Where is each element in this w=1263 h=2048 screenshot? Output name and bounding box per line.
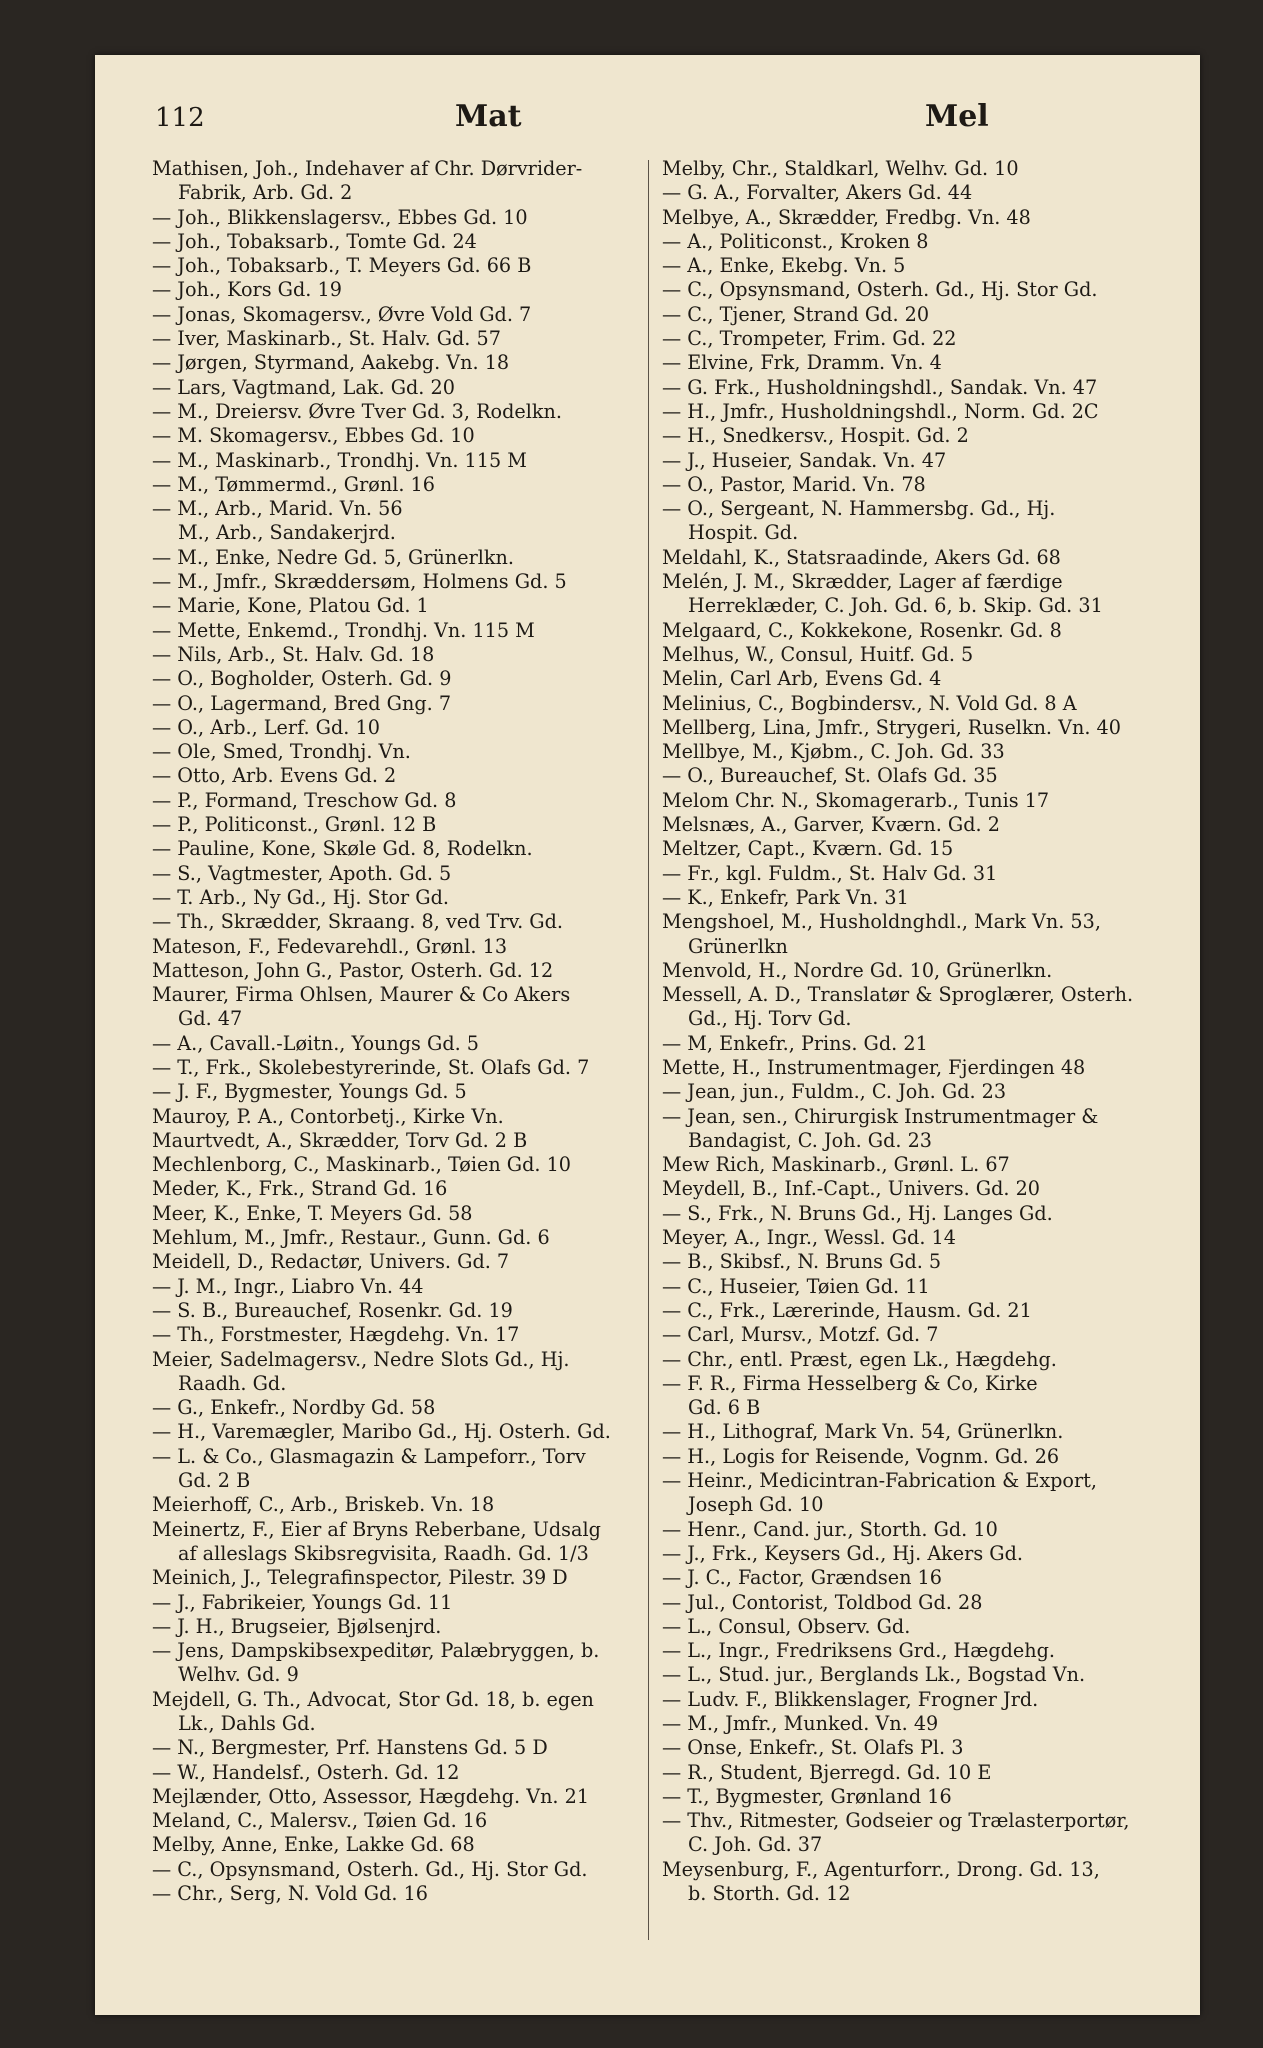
directory-line: — M., Arb., Marid. Vn. 56 bbox=[152, 497, 403, 521]
directory-line: — Marie, Kone, Platou Gd. 1 bbox=[152, 594, 429, 618]
directory-line: — O., Lagermand, Bred Gng. 7 bbox=[152, 691, 452, 715]
page-number: 112 bbox=[155, 103, 205, 133]
directory-line: Mathisen, Joh., Indehaver af Chr. Dørvrider- bbox=[152, 157, 583, 180]
directory-line: — Ole, Smed, Trondhj. Vn. bbox=[152, 740, 411, 764]
directory-line: — A., Enke, Ekebg. Vn. 5 bbox=[662, 254, 906, 278]
directory-line: — Joh., Tobaksarb., Tomte Gd. 24 bbox=[152, 229, 477, 253]
directory-line: Mejdell, G. Th., Advocat, Stor Gd. 18, b. egen bbox=[152, 1687, 594, 1711]
directory-line: Hospit. Gd. bbox=[688, 521, 799, 545]
directory-line: Meltzer, Capt., Kværn. Gd. 15 bbox=[662, 837, 954, 861]
directory-line: Gd., Hj. Torv Gd. bbox=[688, 1007, 852, 1031]
directory-line: — J., Frk., Keysers Gd., Hj. Akers Gd. bbox=[662, 1541, 1023, 1565]
directory-line: Mette, H., Instrumentmager, Fjerdingen 48 bbox=[662, 1055, 1086, 1079]
column-divider bbox=[648, 160, 649, 1940]
directory-line: Melinius, C., Bogbindersv., N. Vold Gd. 8 A bbox=[662, 691, 1077, 715]
directory-line: — H., Varemægler, Maribo Gd., Hj. Osterh. Gd. bbox=[152, 1420, 611, 1444]
directory-line: — H., Jmfr., Husholdningshdl., Norm. Gd. 2C bbox=[662, 399, 1099, 423]
directory-line: Mejlænder, Otto, Assessor, Hægdehg. Vn. 21 bbox=[152, 1784, 590, 1808]
directory-line: Maurer, Firma Ohlsen, Maurer & Co Akers bbox=[152, 983, 571, 1007]
directory-line: Mateson, F., Fedevarehdl., Grønl. 13 bbox=[152, 934, 508, 958]
directory-line: Mechlenborg, C., Maskinarb., Tøien Gd. 10 bbox=[152, 1153, 572, 1177]
directory-line: — M., Jmfr., Skræddersøm, Holmens Gd. 5 bbox=[152, 570, 567, 594]
directory-line: Gd. 6 B bbox=[688, 1396, 761, 1420]
directory-line: — O., Bureauchef, St. Olafs Gd. 35 bbox=[662, 764, 998, 788]
directory-line: M., Arb., Sandakerjrd. bbox=[178, 521, 396, 545]
directory-line: Mellberg, Lina, Jmfr., Strygeri, Ruselkn. Vn. 40 bbox=[662, 715, 1121, 739]
directory-line: Meldahl, K., Statsraadinde, Akers Gd. 68 bbox=[662, 545, 1061, 569]
directory-line: — L., Consul, Observ. Gd. bbox=[662, 1614, 911, 1638]
directory-line: Mauroy, P. A., Contorbetj., Kirke Vn. bbox=[152, 1104, 504, 1128]
directory-line: Melbye, A., Skrædder, Fredbg. Vn. 48 bbox=[662, 205, 1031, 229]
directory-line: Mehlum, M., Jmfr., Restaur., Gunn. Gd. 6 bbox=[152, 1226, 550, 1250]
right-guide-word: Mel bbox=[925, 99, 989, 134]
directory-line: — M. Skomagersv., Ebbes Gd. 10 bbox=[152, 424, 475, 448]
directory-line: — L. & Co., Glasmagazin & Lampeforr., Torv bbox=[152, 1444, 586, 1468]
directory-line: — Chr., Serg, N. Vold Gd. 16 bbox=[152, 1882, 428, 1906]
directory-line: — Th., Skrædder, Skraang. 8, ved Trv. Gd. bbox=[152, 910, 563, 934]
directory-line: — Onse, Enkefr., St. Olafs Pl. 3 bbox=[662, 1736, 964, 1760]
directory-line: — Ludv. F., Blikkenslager, Frogner Jrd. bbox=[662, 1687, 1039, 1711]
directory-line: — C., Huseier, Tøien Gd. 11 bbox=[662, 1274, 930, 1298]
directory-line: — M., Jmfr., Munked. Vn. 49 bbox=[662, 1712, 939, 1735]
directory-line: — M., Enke, Nedre Gd. 5, Grünerlkn. bbox=[152, 545, 515, 569]
directory-line: Meland, C., Malersv., Tøien Gd. 16 bbox=[152, 1809, 488, 1833]
directory-line: — H., Logis for Reisende, Vognm. Gd. 26 bbox=[662, 1444, 1060, 1468]
directory-line: Maurtvedt, A., Skrædder, Torv Gd. 2 B bbox=[152, 1128, 528, 1152]
directory-line: Meer, K., Enke, T. Meyers Gd. 58 bbox=[152, 1201, 473, 1225]
directory-line: — G. A., Forvalter, Akers Gd. 44 bbox=[662, 181, 973, 205]
directory-line: — Otto, Arb. Evens Gd. 2 bbox=[152, 764, 397, 788]
directory-line: Melgaard, C., Kokkekone, Rosenkr. Gd. 8 bbox=[662, 618, 1062, 642]
directory-line: — C., Tjener, Strand Gd. 20 bbox=[662, 302, 930, 326]
directory-line: b. Storth. Gd. 12 bbox=[688, 1882, 851, 1906]
directory-line: — S., Vagtmester, Apoth. Gd. 5 bbox=[152, 861, 452, 885]
directory-line: — Iver, Maskinarb., St. Halv. Gd. 57 bbox=[152, 327, 501, 351]
directory-line: Melhus, W., Consul, Huitf. Gd. 5 bbox=[662, 642, 974, 666]
directory-line: — Jul., Contorist, Toldbod Gd. 28 bbox=[662, 1590, 983, 1614]
directory-line: — J., Fabrikeier, Youngs Gd. 11 bbox=[152, 1590, 453, 1614]
directory-line: — Pauline, Kone, Skøle Gd. 8, Rodelkn. bbox=[152, 837, 533, 861]
directory-line: — T., Bygmester, Grønland 16 bbox=[662, 1784, 952, 1808]
left-column bbox=[152, 157, 632, 1906]
directory-line: Welhv. Gd. 9 bbox=[178, 1663, 299, 1687]
directory-line: — C., Opsynsmand, Osterh. Gd., Hj. Stor Gd. bbox=[152, 1857, 588, 1881]
directory-line: Meyer, A., Ingr., Wessl. Gd. 14 bbox=[662, 1226, 956, 1250]
directory-line: — Joh., Tobaksarb., T. Meyers Gd. 66 B bbox=[152, 254, 532, 278]
directory-line: — Th., Forstmester, Hægdehg. Vn. 17 bbox=[152, 1323, 520, 1347]
directory-line: — Joh., Kors Gd. 19 bbox=[152, 278, 342, 302]
directory-line: — A., Cavall.-Løitn., Youngs Gd. 5 bbox=[152, 1031, 480, 1055]
directory-line: Raadh. Gd. bbox=[178, 1371, 287, 1395]
directory-line: Meysenburg, F., Agenturforr., Drong. Gd. 13, bbox=[662, 1857, 1100, 1881]
directory-line: — J. H., Brugseier, Bjølsenjrd. bbox=[152, 1614, 442, 1638]
directory-line: — Elvine, Frk, Dramm. Vn. 4 bbox=[662, 351, 942, 375]
directory-line: Meydell, B., Inf.-Capt., Univers. Gd. 20 bbox=[662, 1177, 1040, 1201]
directory-line: — T., Frk., Skolebestyrerinde, St. Olafs Gd. 7 bbox=[152, 1055, 590, 1079]
directory-line: — J. C., Factor, Grændsen 16 bbox=[662, 1566, 942, 1590]
directory-line: — O., Pastor, Marid. Vn. 78 bbox=[662, 472, 926, 496]
directory-line: — Nils, Arb., St. Halv. Gd. 18 bbox=[152, 642, 435, 666]
left-guide-word: Mat bbox=[455, 99, 522, 134]
directory-line: Mew Rich, Maskinarb., Grønl. L. 67 bbox=[662, 1153, 1010, 1177]
directory-line: — Jens, Dampskibsexpeditør, Palæbryggen, b. bbox=[152, 1639, 600, 1663]
directory-line: — Carl, Mursv., Motzf. Gd. 7 bbox=[662, 1323, 939, 1347]
directory-line: Melby, Chr., Staldkarl, Welhv. Gd. 10 bbox=[662, 157, 1019, 180]
directory-line: — L., Stud. jur., Berglands Lk., Bogstad Vn. bbox=[662, 1663, 1086, 1687]
directory-line: Matteson, John G., Pastor, Osterh. Gd. 12 bbox=[152, 958, 554, 982]
directory-line: Melom Chr. N., Skomagerarb., Tunis 17 bbox=[662, 788, 1050, 812]
directory-line: Herreklæder, C. Joh. Gd. 6, b. Skip. Gd. 31 bbox=[688, 594, 1103, 618]
directory-line: — Joh., Blikkenslagersv., Ebbes Gd. 10 bbox=[152, 205, 528, 229]
directory-line: Fabrik, Arb. Gd. 2 bbox=[178, 181, 353, 205]
directory-line: — Jonas, Skomagersv., Øvre Vold Gd. 7 bbox=[152, 302, 532, 326]
directory-line: — M, Enkefr., Prins. Gd. 21 bbox=[662, 1031, 928, 1055]
directory-line: — O., Arb., Lerf. Gd. 10 bbox=[152, 715, 380, 739]
directory-line: — Lars, Vagtmand, Lak. Gd. 20 bbox=[152, 375, 455, 399]
directory-line: — F. R., Firma Hesselberg & Co, Kirke bbox=[662, 1371, 1038, 1395]
directory-line: — J. F., Bygmester, Youngs Gd. 5 bbox=[152, 1080, 467, 1104]
directory-line: — L., Ingr., Fredriksens Grd., Hægdehg. bbox=[662, 1639, 1055, 1663]
directory-line: — Jørgen, Styrmand, Aakebg. Vn. 18 bbox=[152, 351, 510, 375]
directory-line: Meinich, J., Telegrafinspector, Pilestr. 39 D bbox=[152, 1566, 568, 1590]
directory-line: — M., Dreiersv. Øvre Tver Gd. 3, Rodelkn. bbox=[152, 399, 562, 423]
directory-line: Melin, Carl Arb, Evens Gd. 4 bbox=[662, 667, 942, 691]
directory-line: — G. Frk., Husholdningshdl., Sandak. Vn. 47 bbox=[662, 375, 1098, 399]
directory-line: Mellbye, M., Kjøbm., C. Joh. Gd. 33 bbox=[662, 740, 1005, 764]
directory-line: — Henr., Cand. jur., Storth. Gd. 10 bbox=[662, 1517, 998, 1541]
directory-line: Grünerlkn bbox=[688, 934, 788, 958]
directory-line: — M., Maskinarb., Trondhj. Vn. 115 M bbox=[152, 448, 527, 472]
directory-line: — A., Politiconst., Kroken 8 bbox=[662, 229, 929, 253]
directory-line: Gd. 47 bbox=[178, 1007, 243, 1031]
directory-line: — C., Trompeter, Frim. Gd. 22 bbox=[662, 327, 957, 351]
directory-line: Meinertz, F., Eier af Bryns Reberbane, Udsalg bbox=[152, 1517, 601, 1541]
directory-line: — N., Bergmester, Prf. Hanstens Gd. 5 D bbox=[152, 1736, 548, 1760]
right-column bbox=[662, 157, 1142, 1906]
directory-line: Bandagist, C. Joh. Gd. 23 bbox=[688, 1128, 933, 1152]
directory-line: Meder, K., Frk., Strand Gd. 16 bbox=[152, 1177, 448, 1201]
directory-line: C. Joh. Gd. 37 bbox=[688, 1833, 823, 1857]
directory-line: — O., Sergeant, N. Hammersbg. Gd., Hj. bbox=[662, 497, 1056, 521]
directory-line: Lk., Dahls Gd. bbox=[178, 1712, 316, 1735]
directory-line: — Heinr., Medicintran-Fabrication & Export, bbox=[662, 1469, 1097, 1493]
directory-line: Gd. 2 B bbox=[178, 1469, 251, 1493]
directory-line: Mengshoel, M., Husholdnghdl., Mark Vn. 53, bbox=[662, 910, 1101, 934]
directory-line: — C., Opsynsmand, Osterh. Gd., Hj. Stor Gd. bbox=[662, 278, 1098, 302]
directory-line: Meier, Sadelmagersv., Nedre Slots Gd., Hj. bbox=[152, 1347, 570, 1371]
directory-line: Meidell, D., Redactør, Univers. Gd. 7 bbox=[152, 1250, 510, 1274]
directory-line: — C., Frk., Lærerinde, Hausm. Gd. 21 bbox=[662, 1298, 1032, 1322]
directory-line: Joseph Gd. 10 bbox=[688, 1493, 824, 1517]
directory-line: — H., Lithograf, Mark Vn. 54, Grünerlkn. bbox=[662, 1420, 1064, 1444]
directory-line: Messell, A. D., Translatør & Sproglærer, Osterh. bbox=[662, 983, 1134, 1007]
directory-line: Melsnæs, A., Garver, Kværn. Gd. 2 bbox=[662, 813, 1000, 837]
directory-line: — P., Formand, Treschow Gd. 8 bbox=[152, 788, 457, 812]
directory-line: — Jean, sen., Chirurgisk Instrumentmager & bbox=[662, 1104, 1099, 1128]
directory-line: — H., Snedkersv., Hospit. Gd. 2 bbox=[662, 424, 969, 448]
directory-line: — R., Student, Bjerregd. Gd. 10 E bbox=[662, 1760, 992, 1784]
directory-line: — K., Enkefr, Park Vn. 31 bbox=[662, 885, 909, 909]
page-header bbox=[155, 95, 1140, 145]
directory-line: — P., Politiconst., Grønl. 12 B bbox=[152, 813, 437, 837]
directory-line: — B., Skibsf., N. Bruns Gd. 5 bbox=[662, 1250, 942, 1274]
directory-line: — Fr., kgl. Fuldm., St. Halv Gd. 31 bbox=[662, 861, 998, 885]
directory-line: — Jean, jun., Fuldm., C. Joh. Gd. 23 bbox=[662, 1080, 1007, 1104]
directory-line: — O., Bogholder, Osterh. Gd. 9 bbox=[152, 667, 452, 691]
directory-line: — Mette, Enkemd., Trondhj. Vn. 115 M bbox=[152, 618, 535, 642]
directory-line: — S., Frk., N. Bruns Gd., Hj. Langes Gd. bbox=[662, 1201, 1053, 1225]
directory-line: Melén, J. M., Skrædder, Lager af færdige bbox=[662, 570, 1063, 594]
directory-line: Meierhoff, C., Arb., Briskeb. Vn. 18 bbox=[152, 1493, 495, 1517]
directory-line: — T. Arb., Ny Gd., Hj. Stor Gd. bbox=[152, 885, 449, 909]
directory-line: — W., Handelsf., Osterh. Gd. 12 bbox=[152, 1760, 460, 1784]
directory-line: — S. B., Bureauchef, Rosenkr. Gd. 19 bbox=[152, 1298, 513, 1322]
directory-line: — Chr., entl. Præst, egen Lk., Hægdehg. bbox=[662, 1347, 1057, 1371]
directory-line: Menvold, H., Nordre Gd. 10, Grünerlkn. bbox=[662, 958, 1053, 982]
directory-page bbox=[95, 55, 1200, 2015]
directory-line: — G., Enkefr., Nordby Gd. 58 bbox=[152, 1396, 436, 1420]
directory-line: af alleslags Skibsregvisita, Raadh. Gd. 1/3 bbox=[178, 1541, 589, 1565]
directory-line: — Thv., Ritmester, Godseier og Trælasterportør, bbox=[662, 1809, 1130, 1833]
directory-line: — M., Tømmermd., Grønl. 16 bbox=[152, 472, 435, 496]
directory-line: — J. M., Ingr., Liabro Vn. 44 bbox=[152, 1274, 424, 1298]
directory-line: — J., Huseier, Sandak. Vn. 47 bbox=[662, 448, 947, 472]
directory-line: Melby, Anne, Enke, Lakke Gd. 68 bbox=[152, 1833, 475, 1857]
